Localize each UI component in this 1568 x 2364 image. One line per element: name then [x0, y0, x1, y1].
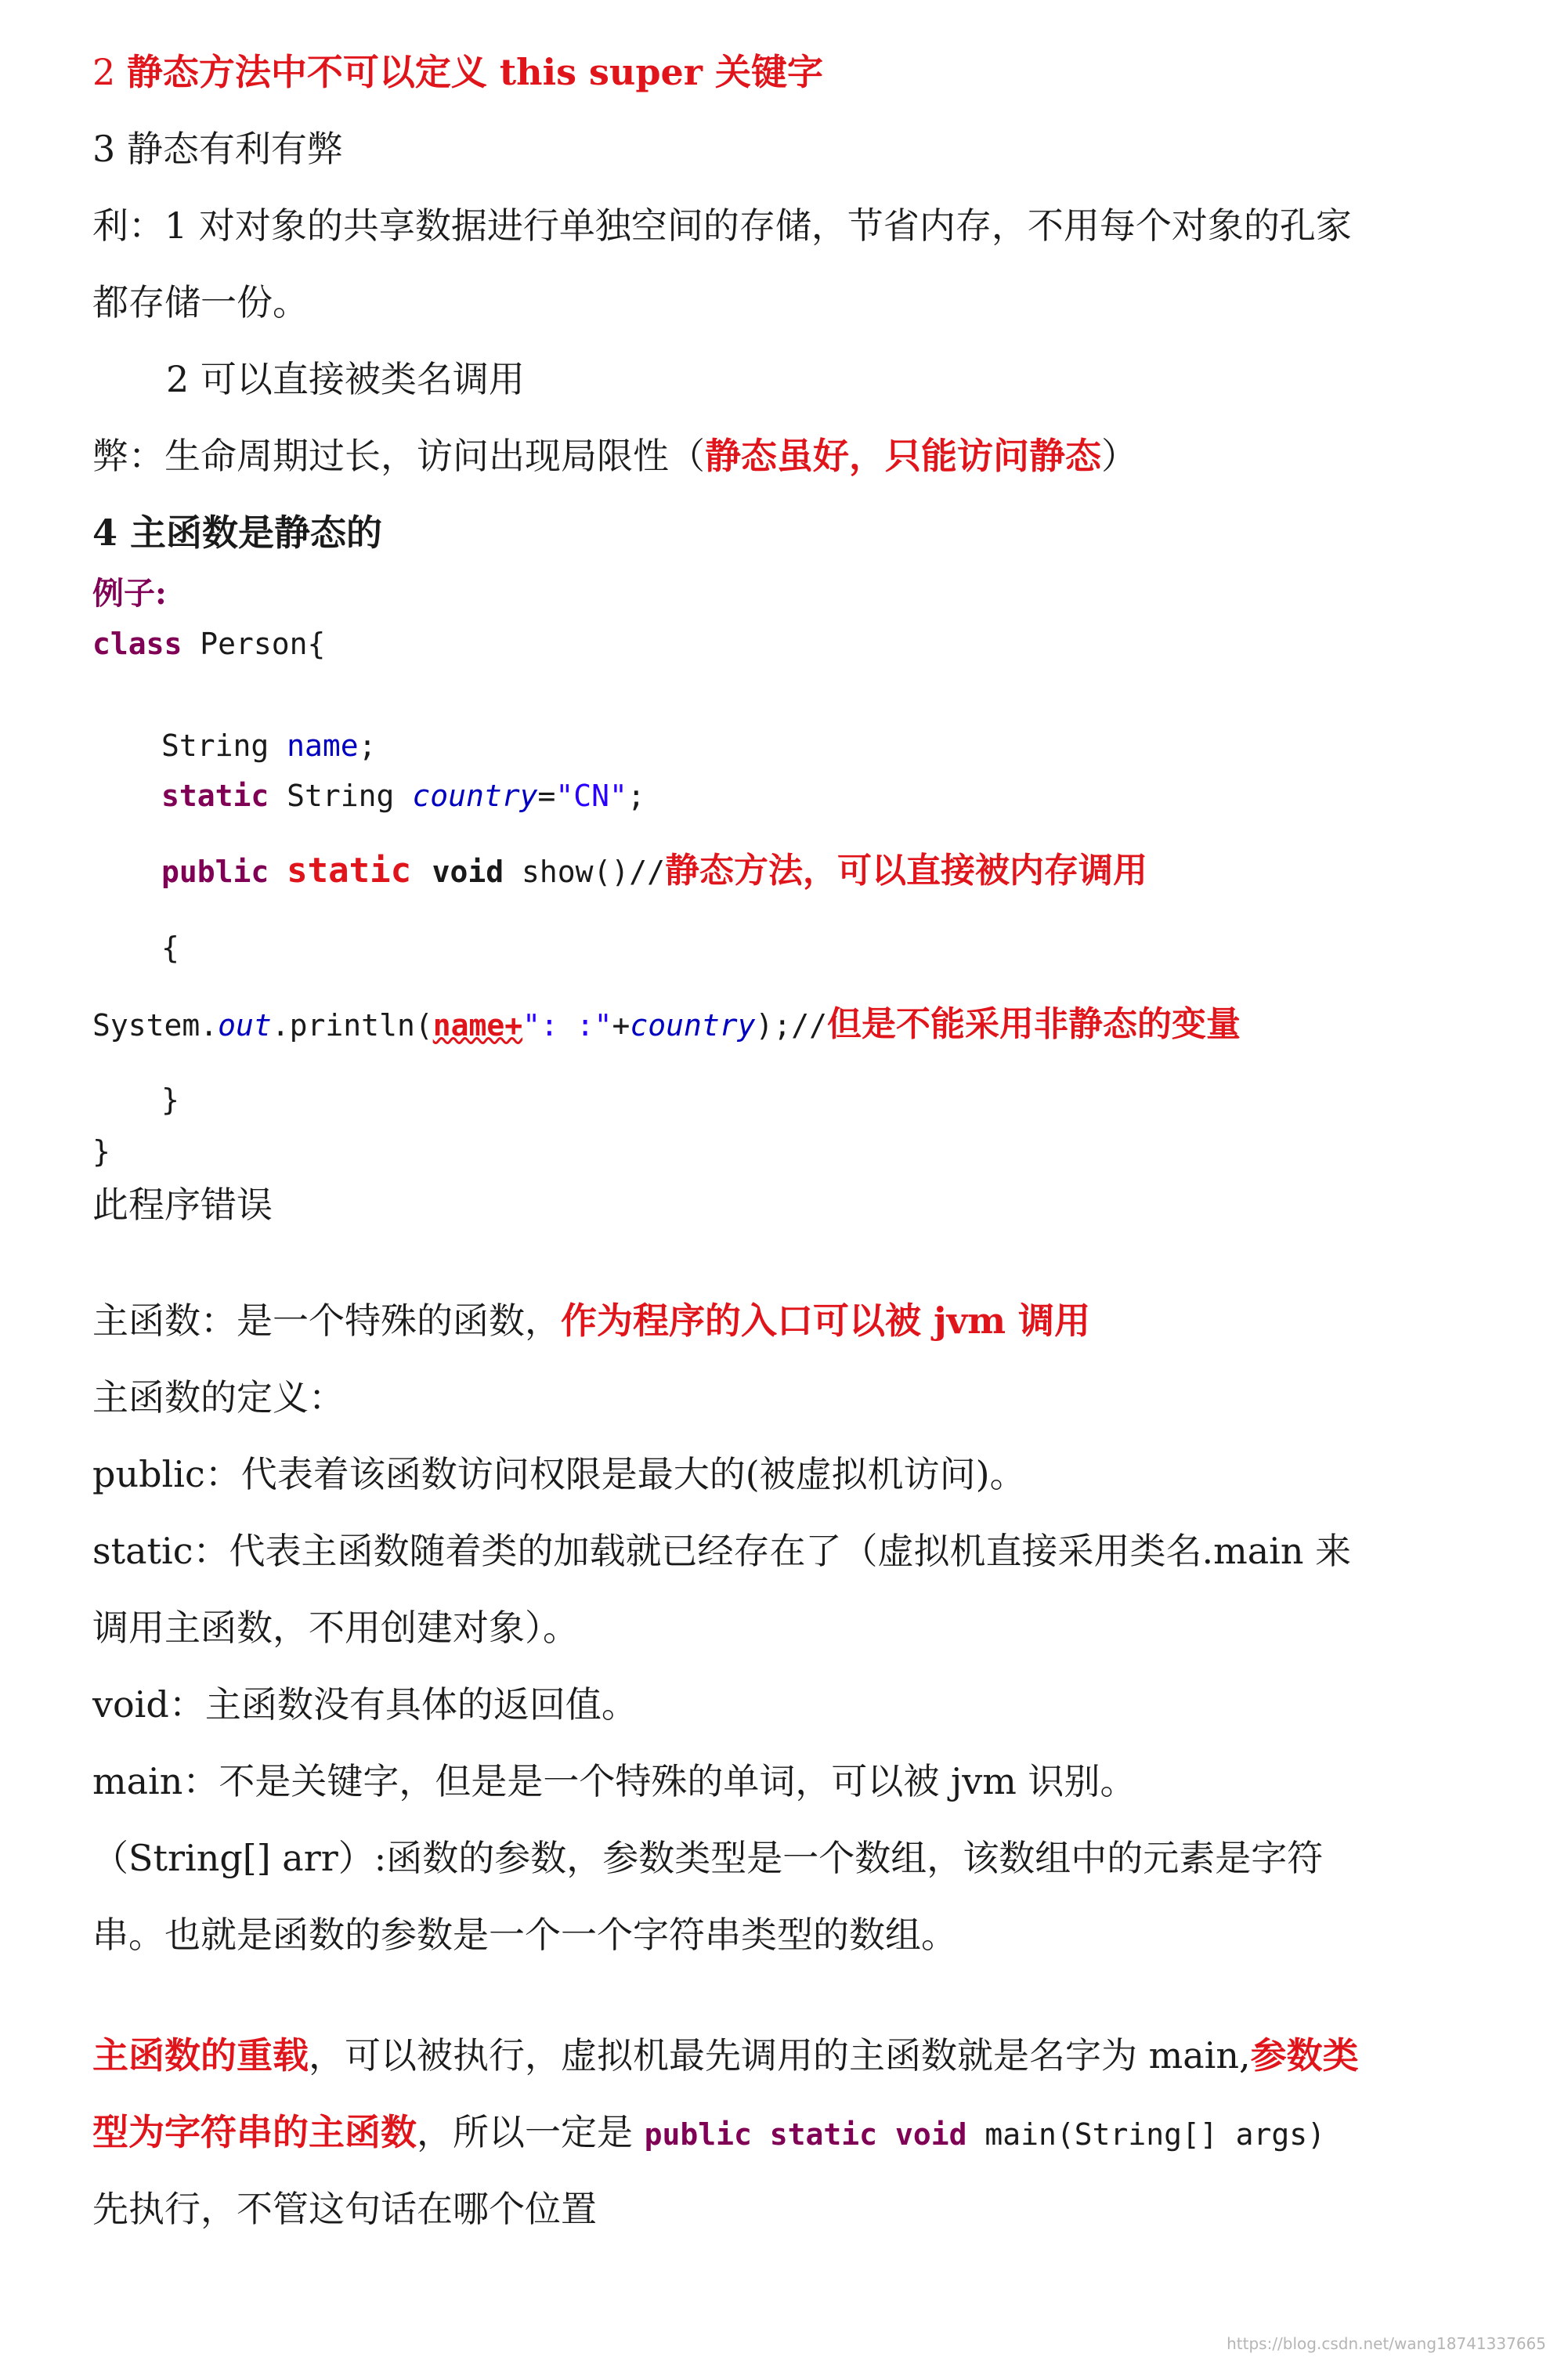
overload-highlight-2: 参数类	[1250, 2034, 1359, 2077]
def-void: void：主函数没有具体的返回值。	[92, 1683, 638, 1726]
code-keyword: static	[161, 779, 269, 813]
code-comment: 但是不能采用非静态的变量	[827, 1004, 1241, 1044]
main-func-definition: 主函数的定义：	[92, 1376, 345, 1419]
line-4-main-static: 4 主函数是静态的	[92, 511, 383, 554]
intro-highlight: 作为程序的入口可以被 jvm 调用	[561, 1299, 1091, 1342]
cons-close: ）	[1101, 435, 1137, 477]
code-keyword-void: void	[432, 855, 504, 889]
code-out: out	[218, 1008, 272, 1043]
code-var: name	[287, 728, 359, 763]
line-cons	[92, 432, 1137, 479]
line-number: 2	[92, 51, 127, 93]
overload-text: ，可以被执行，虚拟机最先调用的主函数就是名字为 main,	[309, 2034, 1251, 2077]
code-var: country	[630, 1008, 756, 1043]
code-eq: =	[537, 779, 556, 813]
code-line-name-field	[161, 725, 377, 766]
def-args: （String[] arr）:函数的参数，参数类型是一个数组，该数组中的元素是字符	[92, 1837, 1324, 1879]
overload-line-3: 先执行，不管这句话在哪个位置	[92, 2188, 597, 2230]
code-line-class	[92, 624, 325, 664]
code-strikethrough: name+	[432, 1008, 523, 1043]
line-pros-2: 2 可以直接被类名调用	[166, 358, 525, 400]
code-keyword: void	[894, 2117, 967, 2152]
overload-highlight: 主函数的重载	[92, 2034, 309, 2077]
overload-line-2	[92, 2109, 1325, 2156]
code-text: show()//	[504, 855, 666, 889]
code-type: String	[161, 728, 287, 763]
code-text: System.	[92, 1008, 219, 1043]
code-text: );//	[755, 1008, 828, 1043]
code-end: ;	[627, 779, 645, 813]
code-string: ": :"	[522, 1008, 612, 1043]
code-line-open-brace: {	[161, 931, 179, 965]
main-func-intro	[92, 1297, 1090, 1344]
code-line-close-brace: }	[161, 1083, 179, 1117]
def-main: main：不是关键字，但是是一个特殊的单词，可以被 jvm 识别。	[92, 1760, 1136, 1802]
code-line-class-close: }	[92, 1134, 110, 1169]
error-note: 此程序错误	[92, 1184, 273, 1226]
code-keyword-static: static	[287, 851, 432, 891]
code-plus: +	[612, 1008, 630, 1043]
code-string: "CN"	[555, 779, 627, 813]
code-text: .println(	[271, 1008, 433, 1043]
code-line-println	[92, 1004, 1241, 1046]
code-text: main(String[] args)	[966, 2117, 1326, 2152]
code-line-country-field	[161, 775, 645, 816]
overload-highlight-3: 型为字符串的主函数	[92, 2111, 417, 2153]
code-text: Person{	[182, 627, 326, 661]
line-pros-1-cont: 都存储一份。	[92, 281, 309, 324]
code-var: country	[412, 779, 538, 813]
example-label: 例子:	[92, 575, 167, 612]
def-static-cont: 调用主函数，不用创建对象）。	[92, 1607, 579, 1649]
cons-text: 弊：生命周期过长，访问出现局限性（	[92, 435, 705, 477]
watermark: https://blog.csdn.net/wang18741337665	[1227, 2334, 1546, 2353]
code-keyword: class	[92, 627, 182, 661]
code-end: ;	[358, 728, 377, 763]
line-2-static-method-rule	[92, 49, 823, 96]
line-pros-1: 利：1 对对象的共享数据进行单独空间的存储，节省内存，不用每个对象的孔家	[92, 204, 1352, 247]
code-comment: 静态方法，可以直接被内存调用	[665, 851, 1148, 891]
code-keyword: static	[769, 2117, 895, 2152]
def-static: static：代表主函数随着类的加载就已经存在了（虚拟机直接采用类名.main 来	[92, 1530, 1352, 1572]
cons-highlight: 静态虽好，只能访问静态	[705, 435, 1101, 477]
overload-text: ，所以一定是	[417, 2111, 645, 2153]
line-3-pros-cons: 3 静态有利有弊	[92, 128, 343, 170]
code-keyword: public	[161, 855, 287, 889]
code-keyword: public	[644, 2117, 770, 2152]
intro-text: 主函数：是一个特殊的函数，	[92, 1299, 561, 1342]
code-type: String	[269, 779, 413, 813]
def-public: public：代表着该函数访问权限是最大的(被虚拟机访问)。	[92, 1453, 1026, 1495]
def-args-cont: 串。也就是函数的参数是一个一个字符串类型的数组。	[92, 1914, 957, 1956]
code-line-show-method	[161, 851, 1147, 892]
rule-text: 静态方法中不可以定义 this super 关键字	[126, 51, 824, 93]
overload-line-1	[92, 2032, 1359, 2079]
